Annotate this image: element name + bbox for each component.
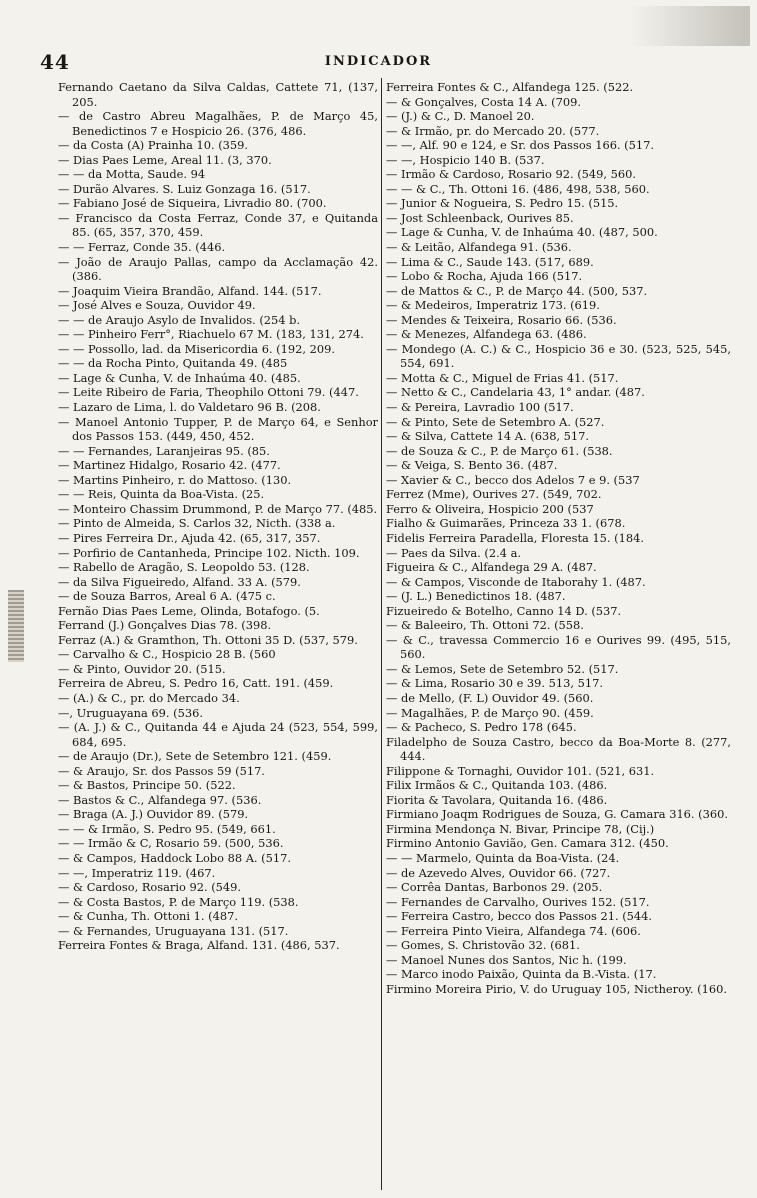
directory-entry: — (A. J.) & C., Quitanda 44 e Ajuda 24 (523, 554, 599, 684, 695. <box>58 720 378 749</box>
directory-entry: — Lage & Cunha, V. de Inhaúma 40. (485. <box>58 370 301 385</box>
directory-entry: Figueira & C., Alfandega 29 A. (487. <box>386 560 597 575</box>
left-column <box>58 80 378 1185</box>
directory-entry: — Mendes & Teixeira, Rosario 66. (536. <box>386 312 617 327</box>
directory-entry: — Xavier & C., becco dos Adelos 7 e 9. (537 <box>386 472 640 487</box>
directory-entry: — — de Araujo Asylo de Invalidos. (254 b. <box>58 312 301 327</box>
page-number: 44 <box>40 50 70 74</box>
directory-entry: — & Fernandes, Uruguayana 131. (517. <box>58 923 289 938</box>
directory-entry: — Rabello de Aragão, S. Leopoldo 53. (128. <box>58 560 310 575</box>
directory-entry: — — Pinheiro Ferr°, Riachuelo 67 M. (183, 131, 274. <box>58 327 364 342</box>
directory-entry: — Carvalho & C., Hospicio 28 B. (560 <box>58 647 276 662</box>
directory-entry: Firmino Antonio Gavião, Gen. Camara 312. (450. <box>386 836 669 851</box>
running-head: INDICADOR <box>324 54 433 69</box>
directory-entry: — Lage & Cunha, V. de Inhaúma 40. (487, 500. <box>386 225 658 240</box>
directory-entry: — Leite Ribeiro de Faria, Theophilo Ottoni 79. (447. <box>58 385 359 400</box>
directory-entry: — Motta & C., Miguel de Frias 41. (517. <box>386 370 619 385</box>
directory-entry: — Mondego (A. C.) & C., Hospicio 36 e 30. (523, 525, 545, 554, 691. <box>386 341 731 371</box>
directory-entry: — Gomes, S. Christovão 32. (681. <box>386 938 580 953</box>
directory-entry: — & Silva, Cattete 14 A. (638, 517. <box>386 429 590 444</box>
directory-entry: — — da Rocha Pinto, Quitanda 49. (485 <box>58 356 288 371</box>
directory-entry: Fizueiredo & Botelho, Canno 14 D. (537. <box>386 603 622 618</box>
directory-entry: Fialho & Guimarães, Princeza 33 1. (678. <box>386 516 626 531</box>
directory-entry: Ferreira Fontes & C., Alfandega 125. (522. <box>386 80 634 94</box>
directory-entry: — —, Hospicio 140 B. (537. <box>386 152 545 167</box>
directory-entry: — Jost Schleenback, Ourives 85. <box>386 210 574 225</box>
directory-entry: — & Araujo, Sr. dos Passos 59 (517. <box>58 763 265 778</box>
directory-entry: — & Cunha, Th. Ottoni 1. (487. <box>58 909 238 924</box>
directory-entry: — Magalhães, P. de Março 90. (459. <box>386 705 594 720</box>
directory-entry: — de Castro Abreu Magalhães, P. de Março 45, Benedictinos 7 e Hospicio 26. (376, 486. <box>58 109 378 138</box>
directory-entry: — da Silva Figueiredo, Alfand. 33 A. (579. <box>58 574 301 589</box>
directory-entry: — & Lemos, Sete de Setembro 52. (517. <box>386 661 619 676</box>
directory-entry: — Netto & C., Candelaria 43, 1° andar. (487. <box>386 385 645 400</box>
directory-entry: — Paes da Silva. (2.4 a. <box>386 545 522 560</box>
directory-entry: — Martinez Hidalgo, Rosario 42. (477. <box>58 458 281 473</box>
directory-entry: — Lima & C., Saude 143. (517, 689. <box>386 254 594 269</box>
directory-entry: — — da Motta, Saude. 94 <box>58 167 206 182</box>
directory-entry: — —, Alf. 90 e 124, e Sr. dos Passos 166. (517. <box>386 138 654 153</box>
directory-entry: — & Pinto, Ouvidor 20. (515. <box>58 661 226 676</box>
directory-entry: — & Campos, Haddock Lobo 88 A. (517. <box>58 850 291 865</box>
directory-entry: — Fabiano José de Siqueira, Livradio 80. (700. <box>58 196 327 211</box>
directory-entry: — & Lima, Rosario 30 e 39. 513, 517. <box>386 676 604 691</box>
right-column <box>386 80 731 1185</box>
directory-entry: — de Mattos & C., P. de Março 44. (500, 537. <box>386 283 648 298</box>
directory-entry: — & Baleeiro, Th. Ottoni 72. (558. <box>386 618 584 633</box>
directory-entry: Fidelis Ferreira Paradella, Floresta 15. (184. <box>386 530 644 545</box>
directory-entry: — & Pinto, Sete de Setembro A. (527. <box>386 414 605 429</box>
directory-entry: — & Bastos, Principe 50. (522. <box>58 778 236 793</box>
directory-entry: Ferreira Fontes & Braga, Alfand. 131. (486, 537. <box>58 938 340 953</box>
directory-entry: Fiorita & Tavolara, Quitanda 16. (486. <box>386 792 608 807</box>
directory-entry: Ferro & Oliveira, Hospicio 200 (537 <box>386 501 594 516</box>
directory-entry: Ferrand (J.) Gonçalves Dias 78. (398. <box>58 618 272 633</box>
directory-entry: — — Possollo, lad. da Misericordia 6. (192, 209. <box>58 341 335 356</box>
directory-entry: — & Leitão, Alfandega 91. (536. <box>386 240 572 255</box>
directory-entry: — Fernandes de Carvalho, Ourives 152. (517. <box>386 894 650 909</box>
directory-entry: Filix Irmãos & C., Quitanda 103. (486. <box>386 778 608 793</box>
directory-entry: — Durão Alvares. S. Luiz Gonzaga 16. (517. <box>58 181 311 196</box>
directory-entry: — —, Imperatriz 119. (467. <box>58 865 216 880</box>
directory-entry: — Bastos & C., Alfandega 97. (536. <box>58 792 262 807</box>
directory-entry: Filadelpho de Souza Castro, becco da Boa-Morte 8. (277, 444. <box>386 734 731 764</box>
directory-entry: — & Cardoso, Rosario 92. (549. <box>58 880 241 895</box>
directory-entry: Firmina Mendonça N. Bivar, Principe 78, (Cij.) <box>386 821 655 836</box>
directory-entry: — Martins Pinheiro, r. do Mattoso. (130. <box>58 472 292 487</box>
directory-entry: — — Reis, Quinta da Boa-Vista. (25. <box>58 487 265 502</box>
directory-entry: — (J. L.) Benedictinos 18. (487. <box>386 589 566 604</box>
directory-entry: — de Souza Barros, Areal 6 A. (475 c. <box>58 589 276 604</box>
directory-entry: — & Campos, Visconde de Itaborahy 1. (487. <box>386 574 646 589</box>
directory-entry: — Braga (A. J.) Ouvidor 89. (579. <box>58 807 249 822</box>
directory-entry: — de Araujo (Dr.), Sete de Setembro 121. (459. <box>58 749 332 764</box>
directory-entry: — Manoel Nunes dos Santos, Nic h. (199. <box>386 952 627 967</box>
directory-entry: — Pinto de Almeida, S. Carlos 32, Nicth. (338 a. <box>58 516 336 531</box>
directory-entry: — de Souza & C., P. de Março 61. (538. <box>386 443 613 458</box>
directory-entry: — & Menezes, Alfandega 63. (486. <box>386 327 587 342</box>
directory-entry: Fernão Dias Paes Leme, Olinda, Botafogo. (5. <box>58 603 320 618</box>
directory-entry: — & Veiga, S. Bento 36. (487. <box>386 458 558 473</box>
directory-entry: — Francisco da Costa Ferraz, Conde 37, e Quitanda 85. (65, 357, 370, 459. <box>58 210 378 240</box>
directory-entry: — de Mello, (F. L) Ouvidor 49. (560. <box>386 690 594 705</box>
directory-entry: — Ferreira Castro, becco dos Passos 21. (544. <box>386 909 653 924</box>
directory-entry: — Irmão & Cardoso, Rosario 92. (549, 560. <box>386 167 636 182</box>
directory-entry: — — Fernandes, Laranjeiras 95. (85. <box>58 443 270 458</box>
directory-entry: — de Azevedo Alves, Ouvidor 66. (727. <box>386 865 611 880</box>
directory-entry: — Monteiro Chassim Drummond, P. de Março 77. (485. <box>58 501 378 516</box>
directory-entry: Ferrez (Mme), Ourives 27. (549, 702. <box>386 487 602 502</box>
column-divider <box>381 78 382 1190</box>
directory-entry: — & Irmão, pr. do Mercado 20. (577. <box>386 123 600 138</box>
directory-entry: — — & C., Th. Ottoni 16. (486, 498, 538, 560. <box>386 181 650 196</box>
directory-entry: — Dias Paes Leme, Areal 11. (3, 370. <box>58 152 272 167</box>
directory-entry: Firmino Moreira Pirio, V. do Uruguay 105, Nictheroy. (160. <box>386 981 727 996</box>
directory-entry: — Lazaro de Lima, l. do Valdetaro 96 B. (208. <box>58 400 321 415</box>
directory-entry: — & C., travessa Commercio 16 e Ourives 99. (495, 515, 560. <box>386 632 731 662</box>
scan-artifact <box>630 6 750 46</box>
directory-entry: —, Uruguayana 69. (536. <box>58 705 203 720</box>
directory-entry: — — Marmelo, Quinta da Boa-Vista. (24. <box>386 850 620 865</box>
directory-entry: — Joaquim Vieira Brandão, Alfand. 144. (517. <box>58 283 322 298</box>
directory-entry: — José Alves e Souza, Ouvidor 49. <box>58 298 256 313</box>
directory-entry: — Pires Ferreira Dr., Ajuda 42. (65, 317, 357. <box>58 530 321 545</box>
directory-entry: — & Gonçalves, Costa 14 A. (709. <box>386 94 581 109</box>
directory-entry: — & Pacheco, S. Pedro 178 (645. <box>386 720 577 735</box>
directory-entry: — João de Araujo Pallas, campo da Acclamação 42. (386. <box>58 254 378 284</box>
directory-entry: — Corrêa Dantas, Barbonos 29. (205. <box>386 880 603 895</box>
directory-entry: — Manoel Antonio Tupper, P. de Março 64, e Senhor dos Passos 153. (449, 450, 452. <box>58 414 378 444</box>
directory-entry: — Junior & Nogueira, S. Pedro 15. (515. <box>386 196 619 211</box>
directory-entry: Ferreira de Abreu, S. Pedro 16, Catt. 191. (459. <box>58 676 334 691</box>
directory-entry: — & Pereira, Lavradio 100 (517. <box>386 400 574 415</box>
directory-entry: — — Ferraz, Conde 35. (446. <box>58 240 226 255</box>
directory-entry: — Ferreira Pinto Vieira, Alfandega 74. (606. <box>386 923 641 938</box>
scan-binding-mark <box>8 590 24 662</box>
directory-entry: — Lobo & Rocha, Ajuda 166 (517. <box>386 269 583 284</box>
directory-entry: — (A.) & C., pr. do Mercado 34. <box>58 690 240 705</box>
directory-entry: — Marco inodo Paixão, Quinta da B.-Vista. (17. <box>386 967 657 982</box>
directory-entry: Ferraz (A.) & Gramthon, Th. Ottoni 35 D. (537, 579. <box>58 632 358 647</box>
directory-entry: — & Costa Bastos, P. de Março 119. (538. <box>58 894 299 909</box>
directory-entry: Firmiano Joaqm Rodrigues de Souza, G. Camara 316. (360. <box>386 807 728 822</box>
directory-entry: Fernando Caetano da Silva Caldas, Cattete 71, (137, 205. <box>58 80 378 109</box>
directory-entry: — (J.) & C., D. Manoel 20. <box>386 109 535 124</box>
directory-entry: — da Costa (A) Prainha 10. (359. <box>58 138 249 153</box>
directory-entry: — — & Irmão, S. Pedro 95. (549, 661. <box>58 821 276 836</box>
directory-entry: — — Irmão & C, Rosario 59. (500, 536. <box>58 836 284 851</box>
directory-entry: — Porfirio de Cantanheda, Principe 102. Nicth. 109. <box>58 545 360 560</box>
directory-entry: — & Medeiros, Imperatriz 173. (619. <box>386 298 600 313</box>
directory-entry: Filippone & Tornaghi, Ouvidor 101. (521, 631. <box>386 763 655 778</box>
